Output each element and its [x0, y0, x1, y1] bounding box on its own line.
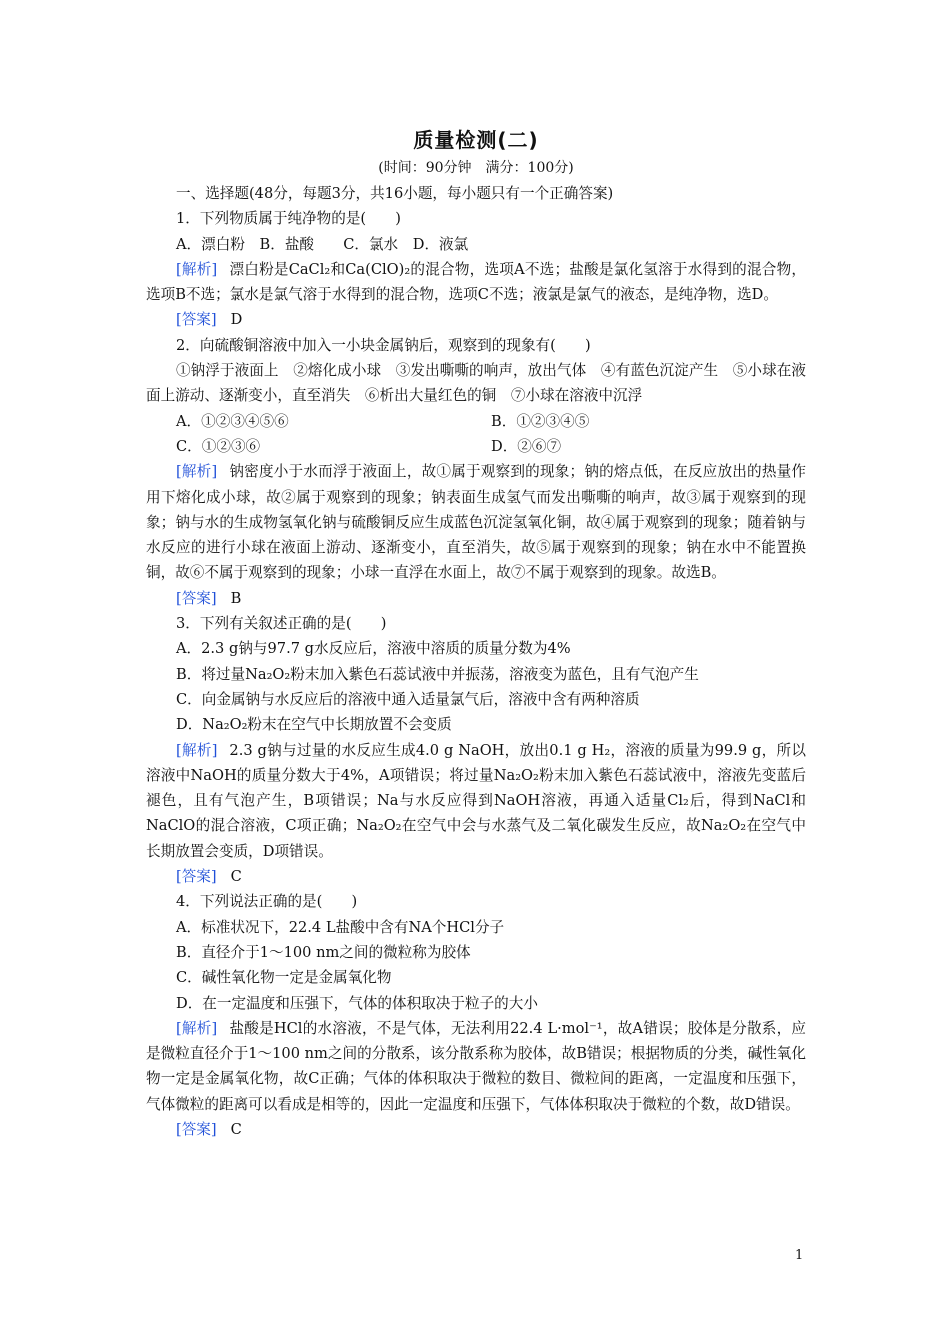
- option-b: B．将过量Na₂O₂粉末加入紫色石蕊试液中并振荡，溶液变为蓝色，且有气泡产生: [176, 665, 699, 683]
- section-heading: 一、选择题(48分，每题3分，共16小题，每小题只有一个正确答案): [176, 185, 614, 202]
- analysis-text: 2.3 g钠与过量的水反应生成4.0 g NaOH，放出0.1 g H₂，溶液的质量为99.9 g，所以溶液中NaOH的质量分数大于4%，A项错误；将过量Na₂O₂粉末加入紫色石蕊试液中，溶液先变蓝后褪色，且有气泡产生，B项错误；Na与水反应得到NaOH溶液，再通入适量Cl₂后，得到NaCl和NaClO的混合溶液，C项正确；Na₂O₂在空气中会与水蒸气及二氧化碳发生反应，故Na₂O₂在空气中长期放置会变质，D项错误。: [146, 741, 806, 860]
- option-c: C．碱性氧化物一定是金属氧化物: [176, 969, 392, 987]
- option-b: B．①②③④⑤: [491, 412, 590, 430]
- option-d: D．②⑥⑦: [491, 437, 562, 455]
- question-1-analysis: [146, 257, 806, 308]
- document-body: [146, 181, 806, 1142]
- page-number: 1: [795, 1248, 804, 1263]
- question-4-answer: [146, 1117, 806, 1142]
- option-c: C．向金属钠与水反应后的溶液中通入适量氯气后，溶液中含有两种溶质: [176, 690, 640, 708]
- answer-value: C: [230, 1120, 242, 1138]
- option-a: A．标准状况下，22.4 L盐酸中含有NA个HCl分子: [176, 918, 505, 936]
- option-c: C．①②③⑥: [176, 437, 261, 455]
- exam-info: (时间：90分钟 满分：100分): [378, 160, 574, 176]
- question-3-stem: 3．下列有关叙述正确的是( ): [176, 615, 387, 633]
- option-a: A．2.3 g钠与97.7 g水反应后，溶液中溶质的质量分数为4%: [176, 640, 571, 658]
- answer-value: C: [230, 868, 242, 886]
- question-1-stem: 1．下列物质属于纯净物的是( ): [176, 210, 401, 228]
- question-3-answer: [146, 864, 806, 889]
- question-2-options-row-1: [146, 409, 806, 434]
- question-4-stem: 4．下列说法正确的是( ): [176, 893, 358, 911]
- answer-tag: [答案]: [176, 589, 217, 607]
- analysis-text: 盐酸是HCl的水溶液，不是气体，无法利用22.4 L·mol⁻¹，故A错误；胶体是分散系，应是微粒直径介于1～100 nm之间的分散系，该分散系称为胶体，故B错误；根据物质的分类，碱性氧化物一定是金属氧化物，故C正确；气体的体积取决于微粒的数目、微粒间的距离，一定温度和压强下，气体微粒的距离可以看成是相等的，因此一定温度和压强下，气体体积取决于微粒的个数，故D错误。: [146, 1019, 806, 1113]
- option-d: D．在一定温度和压强下，气体的体积取决于粒子的大小: [176, 994, 538, 1012]
- question-2-answer: [146, 586, 806, 611]
- question-3-analysis: [146, 738, 806, 864]
- option-a: A．①②③④⑤⑥: [176, 412, 289, 430]
- analysis-tag: [解析]: [176, 741, 218, 759]
- analysis-tag: [解析]: [176, 463, 218, 481]
- question-1-options: A．漂白粉 B．盐酸 C．氯水 D．液氯: [176, 235, 469, 253]
- page-title: 质量检测(二): [413, 128, 539, 152]
- answer-value: B: [230, 589, 242, 607]
- answer-tag: [答案]: [176, 1120, 217, 1138]
- analysis-tag: [解析]: [176, 260, 218, 278]
- option-b: B．直径介于1～100 nm之间的微粒称为胶体: [176, 943, 471, 961]
- analysis-text: 漂白粉是CaCl₂和Ca(ClO)₂的混合物，选项A不选；盐酸是氯化氢溶于水得到的混合物，选项B不选；氯水是氯气溶于水得到的混合物，选项C不选；液氯是氯气的液态，是纯净物，选D。: [146, 260, 807, 304]
- question-4-analysis: [146, 1016, 806, 1117]
- question-2-analysis: [146, 459, 806, 585]
- analysis-text: 钠密度小于水而浮于液面上，故①属于观察到的现象；钠的熔点低，在反应放出的热量作用下熔化成小球，故②属于观察到的现象；钠表面生成氢气而发出嘶嘶的响声，故③属于观察到的现象；钠与水的生成物氢氧化钠与硫酸铜反应生成蓝色沉淀氢氧化铜，故④属于观察到的现象；随着钠与水反应的进行小球在液面上游动、逐渐变小，直至消失，故⑤属于观察到的现象；钠在水中不能置换铜，故⑥不属于观察到的现象；小球一直浮在水面上，故⑦不属于观察到的现象。故选B。: [146, 463, 806, 582]
- question-2-stem: 2．向硫酸铜溶液中加入一小块金属钠后，观察到的现象有( ): [176, 336, 591, 354]
- answer-value: D: [230, 311, 243, 329]
- answer-tag: [答案]: [176, 868, 217, 886]
- answer-tag: [答案]: [176, 311, 217, 329]
- option-d: D．Na₂O₂粉末在空气中长期放置不会变质: [176, 716, 452, 734]
- question-2-phenomena: ①钠浮于液面上 ②熔化成小球 ③发出嘶嘶的响声，放出气体 ④有蓝色沉淀产生 ⑤小球在液面上游动、逐渐变小，直至消失 ⑥析出大量红色的铜 ⑦小球在溶液中沉浮: [146, 362, 806, 405]
- question-2-options-row-2: [146, 434, 806, 459]
- analysis-tag: [解析]: [176, 1019, 218, 1037]
- question-1-answer: [146, 307, 806, 332]
